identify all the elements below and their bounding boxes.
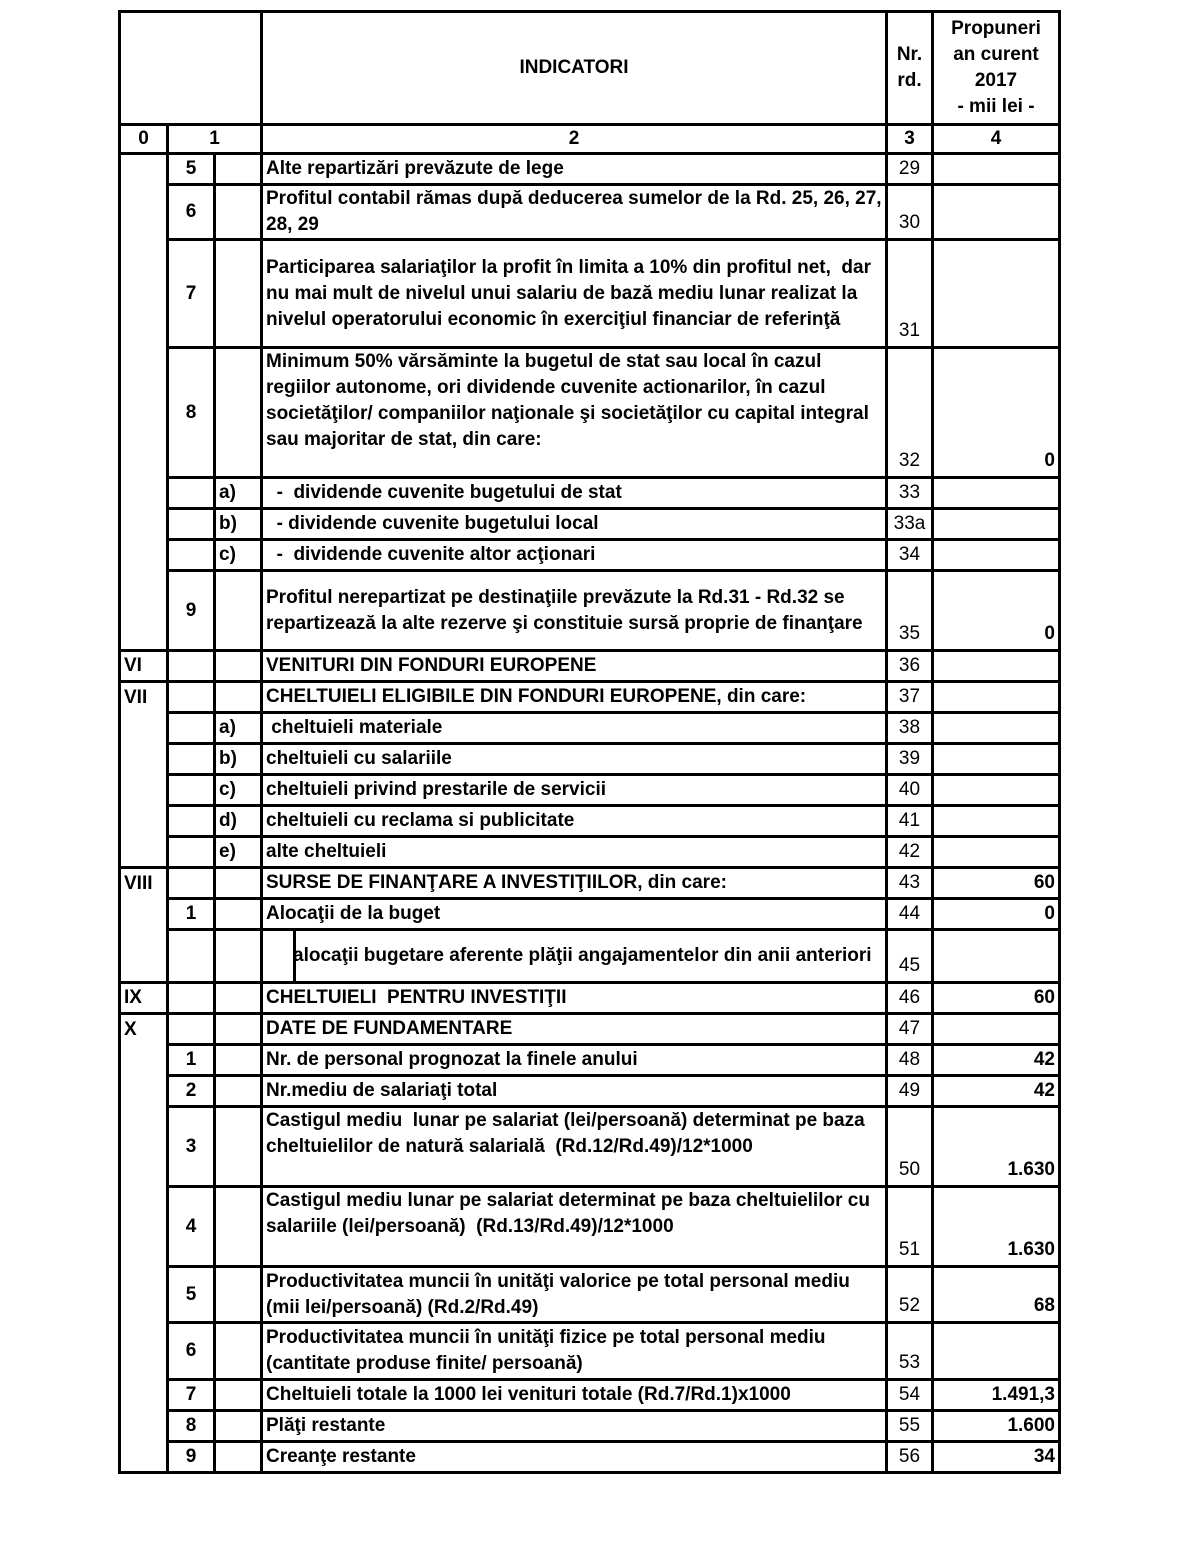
- table-row: [120, 1107, 1060, 1187]
- row-indicator-text: Profitul contabil rămas după deducerea sumelor de la Rd. 25, 26, 27, 28, 29: [262, 185, 887, 240]
- row-indicator-text: Alte repartizări prevăzute de lege: [262, 154, 887, 185]
- row-section-cell: VI: [120, 651, 168, 682]
- header-row: [120, 12, 1060, 125]
- row-letter-cell: b): [215, 744, 262, 775]
- row-nr-rd: 55: [887, 1411, 933, 1442]
- table-body: [120, 154, 1060, 1473]
- index-col-1: 1: [168, 125, 262, 154]
- row-indicator-text: Productivitatea muncii în unităţi valorice pe total personal mediu (mii lei/persoană) (Rd.2/Rd.49): [262, 1267, 887, 1323]
- index-col-0: 0: [120, 125, 168, 154]
- table-row: [120, 571, 1060, 651]
- row-value: [933, 540, 1060, 571]
- row-number-cell: 5: [168, 1267, 215, 1323]
- row-value: [933, 837, 1060, 868]
- row-letter-cell: [215, 1267, 262, 1323]
- row-value: [933, 1014, 1060, 1045]
- row-indicator-text: Cheltuieli totale la 1000 lei venituri totale (Rd.7/Rd.1)x1000: [262, 1380, 887, 1411]
- row-section-cell: [120, 713, 168, 744]
- row-value: [933, 1323, 1060, 1380]
- row-section-cell: [120, 837, 168, 868]
- row-letter-cell: [215, 240, 262, 348]
- row-nr-rd: 36: [887, 651, 933, 682]
- table-row: [120, 154, 1060, 185]
- row-section-cell: VII: [120, 682, 168, 713]
- row-letter-cell: [215, 154, 262, 185]
- table-row: [120, 1323, 1060, 1380]
- table-row: [120, 806, 1060, 837]
- row-nr-rd: 52: [887, 1267, 933, 1323]
- row-nr-rd: 29: [887, 154, 933, 185]
- row-letter-cell: [215, 571, 262, 651]
- row-number-cell: 2: [168, 1076, 215, 1107]
- row-nr-rd: 33a: [887, 509, 933, 540]
- row-number-cell: 6: [168, 1323, 215, 1380]
- row-value: 42: [933, 1076, 1060, 1107]
- row-indicator-text: cheltuieli materiale: [262, 713, 887, 744]
- row-nr-rd: 45: [887, 930, 933, 983]
- row-value: 68: [933, 1267, 1060, 1323]
- row-section-cell: [120, 1267, 168, 1323]
- row-number-cell: 7: [168, 1380, 215, 1411]
- index-col-4: 4: [933, 125, 1060, 154]
- row-value: [933, 806, 1060, 837]
- row-indicator-text: Alocaţii de la buget: [262, 899, 887, 930]
- header-propuneri: [933, 12, 1060, 125]
- index-col-3: 3: [887, 125, 933, 154]
- row-number-cell: 7: [168, 240, 215, 348]
- row-value: 1.630: [933, 1187, 1060, 1267]
- row-nr-rd: 44: [887, 899, 933, 930]
- row-number-cell: 4: [168, 1187, 215, 1267]
- row-indicator-text: VENITURI DIN FONDURI EUROPENE: [262, 651, 887, 682]
- row-letter-cell: [215, 1187, 262, 1267]
- row-letter-cell: [215, 868, 262, 899]
- row-number-cell: [168, 775, 215, 806]
- row-nr-rd: 39: [887, 744, 933, 775]
- row-value: 60: [933, 868, 1060, 899]
- row-letter-cell: [215, 1045, 262, 1076]
- table-row: [120, 983, 1060, 1014]
- row-number-cell: 9: [168, 1442, 215, 1473]
- row-value: [933, 713, 1060, 744]
- row-indicator-text: alte cheltuieli: [262, 837, 887, 868]
- row-nr-rd: 41: [887, 806, 933, 837]
- row-number-cell: [168, 713, 215, 744]
- row-letter-cell: [215, 1323, 262, 1380]
- row-section-cell: [120, 509, 168, 540]
- row-section-cell: [120, 1076, 168, 1107]
- row-letter-cell: c): [215, 540, 262, 571]
- row-nr-rd: 42: [887, 837, 933, 868]
- row-indicator-text: CHELTUIELI ELIGIBILE DIN FONDURI EUROPENE, din care:: [262, 682, 887, 713]
- index-row: [120, 125, 1060, 154]
- row-indicator-text: SURSE DE FINANŢARE A INVESTIŢIILOR, din care:: [262, 868, 887, 899]
- row-number-cell: 1: [168, 899, 215, 930]
- table-row: [120, 1076, 1060, 1107]
- table-row: [120, 682, 1060, 713]
- row-value: [933, 509, 1060, 540]
- row-letter-cell: [215, 930, 262, 983]
- row-value: 34: [933, 1442, 1060, 1473]
- row-number-cell: 8: [168, 1411, 215, 1442]
- row-nr-rd: 32: [887, 348, 933, 478]
- header-nr-rd-line2: rd.: [897, 70, 922, 91]
- table-row: [120, 837, 1060, 868]
- row-value: [933, 478, 1060, 509]
- table-row: [120, 713, 1060, 744]
- row-indicator-text: alocaţii bugetare aferente plăţii angajamentelor din anii anteriori: [262, 930, 887, 983]
- table-row: [120, 775, 1060, 806]
- row-letter-cell: [215, 1380, 262, 1411]
- row-indicator-text: Participarea salariaţilor la profit în limita a 10% din profitul net, dar nu mai mult de nivelul unui salariu de bază mediu lunar realizat la nivelul operatorului economic în exerciţiul financiar de referinţă: [262, 240, 887, 348]
- row-nr-rd: 46: [887, 983, 933, 1014]
- row-number-cell: [168, 509, 215, 540]
- row-section-cell: [120, 154, 168, 185]
- row-nr-rd: 38: [887, 713, 933, 744]
- row-indicator-text: Profitul nerepartizat pe destinaţiile prevăzute la Rd.31 - Rd.32 se repartizează la alte rezerve şi constituie sursă proprie de finanţare: [262, 571, 887, 651]
- row-nr-rd: 48: [887, 1045, 933, 1076]
- row-number-cell: [168, 478, 215, 509]
- row-indicator-text: Plăţi restante: [262, 1411, 887, 1442]
- row-value: 1.491,3: [933, 1380, 1060, 1411]
- table-row: [120, 1045, 1060, 1076]
- header-prop-line3: 2017: [974, 70, 1018, 91]
- row-value: [933, 775, 1060, 806]
- row-number-cell: [168, 806, 215, 837]
- row-indicator-text: Castigul mediu lunar pe salariat (lei/persoană) determinat pe baza cheltuielilor de natură salarială (Rd.12/Rd.49)/12*1000: [262, 1107, 887, 1187]
- row-value: 0: [933, 348, 1060, 478]
- row-indicator-text: Nr. de personal prognozat la finele anului: [262, 1045, 887, 1076]
- indicators-table: [118, 10, 1061, 1474]
- row-letter-cell: [215, 682, 262, 713]
- row-nr-rd: 35: [887, 571, 933, 651]
- row-section-cell: VIII: [120, 868, 168, 899]
- header-nr-rd: [887, 12, 933, 125]
- row-value: [933, 651, 1060, 682]
- row-indicator-text: Minimum 50% vărsăminte la bugetul de stat sau local în cazul regiilor autonome, ori dividende cuvenite actionarilor, în cazul societăţilor/ companiilor naţionale şi societăţilor cu capital integral sau majoritar de stat, din care:: [262, 348, 887, 478]
- row-number-cell: 9: [168, 571, 215, 651]
- row-number-cell: [168, 868, 215, 899]
- row-number-cell: 5: [168, 154, 215, 185]
- header-prop-line4: - mii lei -: [957, 96, 1035, 117]
- table-row: [120, 540, 1060, 571]
- row-letter-cell: a): [215, 478, 262, 509]
- row-letter-cell: [215, 983, 262, 1014]
- row-letter-cell: e): [215, 837, 262, 868]
- row-section-cell: [120, 185, 168, 240]
- row-section-cell: [120, 899, 168, 930]
- row-nr-rd: 54: [887, 1380, 933, 1411]
- row-section-cell: [120, 240, 168, 348]
- row-section-cell: [120, 1380, 168, 1411]
- row-value: 1.600: [933, 1411, 1060, 1442]
- row-value: 60: [933, 983, 1060, 1014]
- row-number-cell: [168, 651, 215, 682]
- row-section-cell: [120, 1323, 168, 1380]
- row-indicator-text: - dividende cuvenite bugetului local: [262, 509, 887, 540]
- table-row: [120, 651, 1060, 682]
- row-value: [933, 682, 1060, 713]
- row-value: [933, 240, 1060, 348]
- row-number-cell: 1: [168, 1045, 215, 1076]
- table-row: [120, 1267, 1060, 1323]
- row-section-cell: [120, 1187, 168, 1267]
- header-indicatori: INDICATORI: [262, 12, 887, 125]
- row-nr-rd: 33: [887, 478, 933, 509]
- table-row: [120, 185, 1060, 240]
- row-nr-rd: 30: [887, 185, 933, 240]
- row-letter-cell: d): [215, 806, 262, 837]
- header-prop-line1: Propuneri: [951, 18, 1041, 39]
- table-row: [120, 478, 1060, 509]
- row-value: 0: [933, 899, 1060, 930]
- row-value: 42: [933, 1045, 1060, 1076]
- row-section-cell: [120, 1411, 168, 1442]
- row-letter-cell: [215, 651, 262, 682]
- row-indicator-text: CHELTUIELI PENTRU INVESTIŢII: [262, 983, 887, 1014]
- row-number-cell: [168, 744, 215, 775]
- row-number-cell: [168, 930, 215, 983]
- row-nr-rd: 47: [887, 1014, 933, 1045]
- table-row: [120, 868, 1060, 899]
- row-section-cell: [120, 1107, 168, 1187]
- row-letter-cell: b): [215, 509, 262, 540]
- row-section-cell: [120, 930, 168, 983]
- index-col-2: 2: [262, 125, 887, 154]
- table-row: [120, 348, 1060, 478]
- row-section-cell: [120, 1045, 168, 1076]
- row-value: [933, 744, 1060, 775]
- row-indicator-text: - dividende cuvenite bugetului de stat: [262, 478, 887, 509]
- row-letter-cell: a): [215, 713, 262, 744]
- row-letter-cell: [215, 1442, 262, 1473]
- table-row: [120, 1187, 1060, 1267]
- table-row: [120, 744, 1060, 775]
- row-number-cell: [168, 983, 215, 1014]
- row-nr-rd: 40: [887, 775, 933, 806]
- row-section-cell: [120, 348, 168, 478]
- table-row: [120, 1380, 1060, 1411]
- row-indicator-text: DATE DE FUNDAMENTARE: [262, 1014, 887, 1045]
- row-letter-cell: [215, 185, 262, 240]
- row-value: [933, 930, 1060, 983]
- table-row: [120, 1411, 1060, 1442]
- row-value: 0: [933, 571, 1060, 651]
- row-value: [933, 154, 1060, 185]
- header-blank-cell: [120, 12, 262, 125]
- row-number-cell: [168, 540, 215, 571]
- row-section-cell: [120, 571, 168, 651]
- row-letter-cell: [215, 348, 262, 478]
- row-section-cell: [120, 1442, 168, 1473]
- row-section-cell: [120, 775, 168, 806]
- row-section-cell: IX: [120, 983, 168, 1014]
- row-number-cell: 3: [168, 1107, 215, 1187]
- row-letter-cell: [215, 1076, 262, 1107]
- row-nr-rd: 34: [887, 540, 933, 571]
- row-letter-cell: c): [215, 775, 262, 806]
- table-row: [120, 1442, 1060, 1473]
- table-row: [120, 899, 1060, 930]
- row-value: 1.630: [933, 1107, 1060, 1187]
- row-number-cell: 8: [168, 348, 215, 478]
- row-nr-rd: 37: [887, 682, 933, 713]
- row-indicator-text: cheltuieli privind prestarile de servicii: [262, 775, 887, 806]
- row-indicator-text: - dividende cuvenite altor acţionari: [262, 540, 887, 571]
- row-value: [933, 185, 1060, 240]
- row-number-cell: [168, 837, 215, 868]
- row-nr-rd: 49: [887, 1076, 933, 1107]
- row-indicator-text: Nr.mediu de salariaţi total: [262, 1076, 887, 1107]
- row-number-cell: [168, 1014, 215, 1045]
- row-indicator-text: cheltuieli cu salariile: [262, 744, 887, 775]
- row-letter-cell: [215, 899, 262, 930]
- row-section-cell: X: [120, 1014, 168, 1045]
- row-indicator-text: Castigul mediu lunar pe salariat determinat pe baza cheltuielilor cu salariile (lei/persoană) (Rd.13/Rd.49)/12*1000: [262, 1187, 887, 1267]
- row-nr-rd: 43: [887, 868, 933, 899]
- row-nr-rd: 53: [887, 1323, 933, 1380]
- row-number-cell: 6: [168, 185, 215, 240]
- header-nr-rd-line1: Nr.: [896, 44, 923, 65]
- table-row: [120, 930, 1060, 983]
- row-number-cell: [168, 682, 215, 713]
- row-section-cell: [120, 806, 168, 837]
- row-section-cell: [120, 478, 168, 509]
- table-row: [120, 240, 1060, 348]
- row-letter-cell: [215, 1014, 262, 1045]
- header-prop-line2: an curent: [953, 44, 1039, 65]
- row-indicator-text: cheltuieli cu reclama si publicitate: [262, 806, 887, 837]
- row-letter-cell: [215, 1107, 262, 1187]
- row-section-cell: [120, 744, 168, 775]
- row-indicator-text: Productivitatea muncii în unităţi fizice pe total personal mediu (cantitate produse finite/ persoană): [262, 1323, 887, 1380]
- row-section-cell: [120, 540, 168, 571]
- table-row: [120, 509, 1060, 540]
- row-nr-rd: 50: [887, 1107, 933, 1187]
- row-indicator-text: Creanţe restante: [262, 1442, 887, 1473]
- table-row: [120, 1014, 1060, 1045]
- row-nr-rd: 31: [887, 240, 933, 348]
- row-nr-rd: 56: [887, 1442, 933, 1473]
- row-nr-rd: 51: [887, 1187, 933, 1267]
- row-letter-cell: [215, 1411, 262, 1442]
